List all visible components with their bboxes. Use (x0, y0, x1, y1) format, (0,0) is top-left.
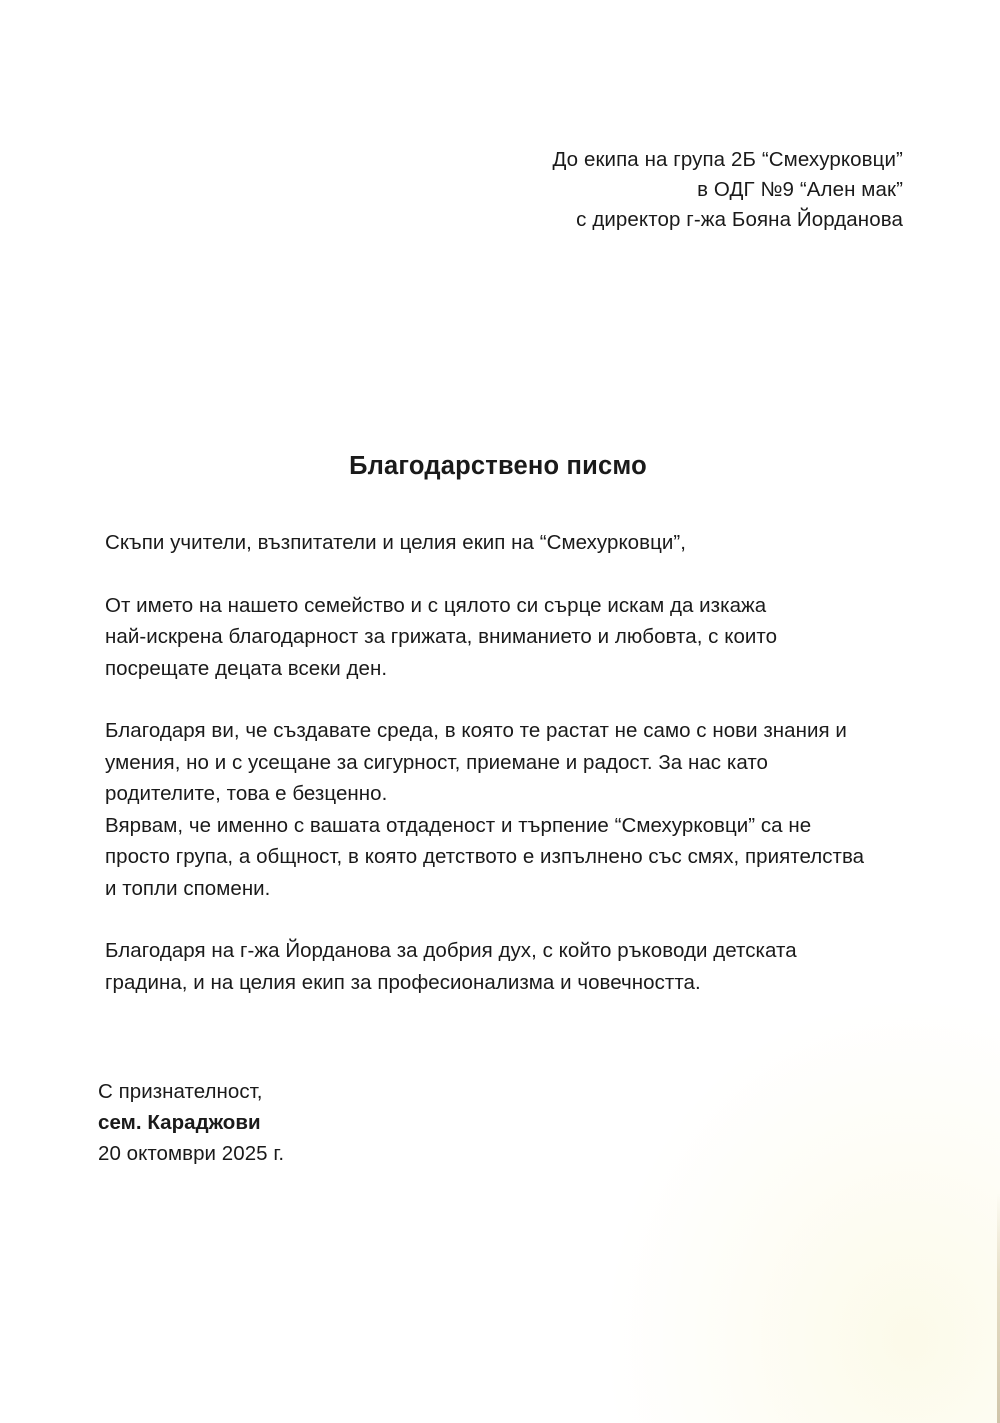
paragraph-gratitude (105, 590, 877, 685)
paragraph-line: Вярвам, че именно с вашата отдаденост и търпение “Смехурковци” са не (105, 813, 812, 837)
paragraph-line: От името на нашето семейство и с цялото си сърце искам да изкажа (105, 593, 767, 617)
paragraph-environment (105, 715, 877, 904)
signature-block (98, 1076, 284, 1169)
signature-date: 20 октомври 2025 г. (98, 1142, 285, 1165)
addressee-line-group: До екипа на група 2Б “Смехурковци” (552, 148, 903, 171)
paragraph-line: просто група, а общност, в която детството е изпълнено със смях, приятелства (105, 845, 865, 868)
paragraph-line: умения, но и с усещане за сигурност, приемане и радост. За нас като (105, 750, 768, 774)
addressee-line-kindergarten: в ОДГ №9 “Ален мак” (697, 178, 903, 201)
paragraph-line: градина, и на целия екип за професионализма и човечността. (105, 970, 701, 994)
signature-name: сем. Караджови (98, 1111, 261, 1134)
paragraph-line: родителите, това е безценно. (105, 782, 388, 805)
scan-tint-artifact (610, 1003, 1000, 1423)
paragraph-line: Благодаря на г-жа Йорданова за добрия дух, с който ръководи детската (105, 939, 797, 962)
signature-closing: С признателност, (98, 1080, 263, 1103)
paragraph-line: Благодаря ви, че създавате среда, в която те растат не само с нови знания и (105, 719, 847, 742)
paragraph-line: най-искрена благодарност за грижата, вниманието и любовта, с които (105, 625, 778, 648)
paragraph-line: и топли спомени. (105, 876, 271, 900)
paragraph-line: посрещате децата всеки ден. (105, 656, 388, 680)
salutation: Скъпи учители, възпитатели и целия екип на “Смехурковци”, (105, 531, 686, 554)
letter-body (105, 527, 877, 998)
addressee-line-director: с директор г-жа Бояна Йорданова (576, 208, 903, 231)
addressee-block (552, 145, 903, 235)
paragraph-director-thanks (105, 935, 877, 998)
page-title: Благодарствено писмо (349, 452, 647, 480)
